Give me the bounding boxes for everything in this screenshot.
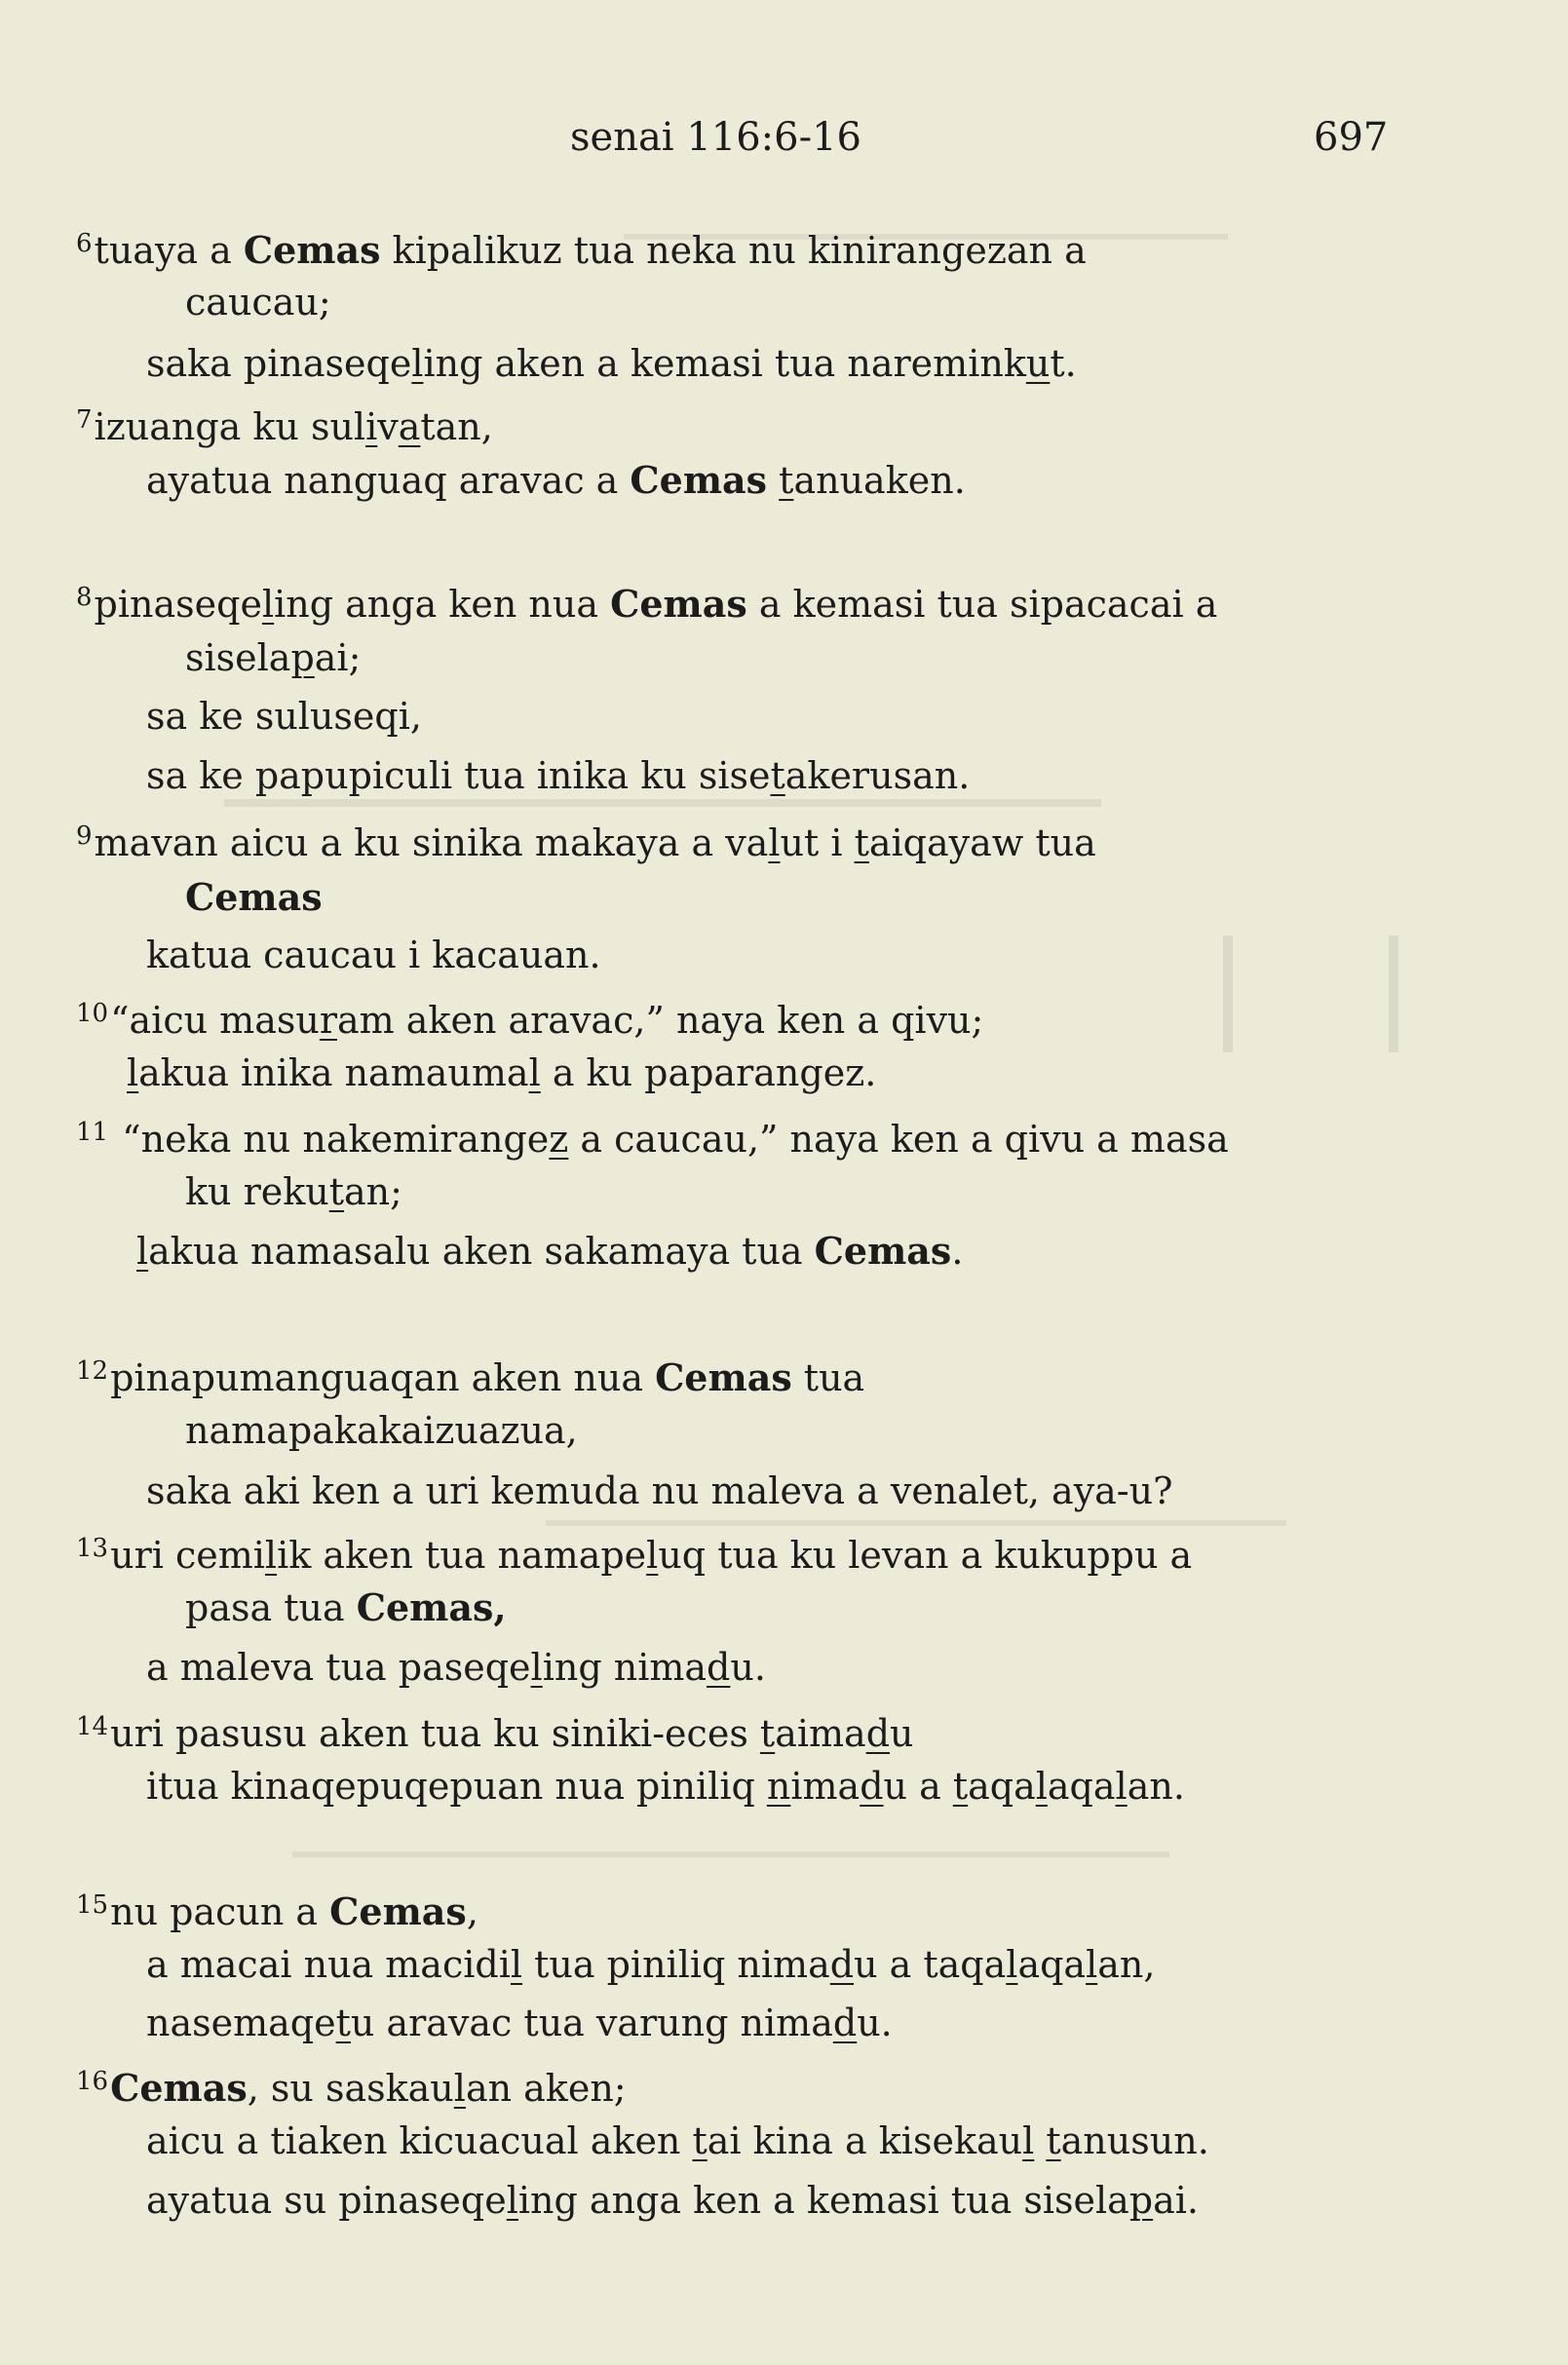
verse-line [146, 1764, 1185, 1811]
underlined-letter: d [860, 1765, 884, 1808]
verse-line [146, 1645, 766, 1692]
verse-number: 9 [76, 821, 93, 851]
verse-text: saka aki ken a uri kemuda nu maleva a venalet, aya-u? [146, 1469, 1173, 1512]
underlined-letter: l [1006, 1943, 1018, 1986]
verse-text: u aravac tua varung nima [350, 2002, 833, 2044]
bleed-through-chapter-mark [1223, 935, 1398, 1052]
verse-number: 6 [76, 229, 93, 258]
verse-text: u a taqa [854, 1943, 1007, 1986]
underlined-letter: l [1115, 1765, 1128, 1808]
verse-text: aqa [1017, 1943, 1087, 1986]
verse-text: sisela [185, 636, 291, 679]
underlined-letter: d [829, 1943, 855, 1986]
verse-number: 10 [76, 999, 109, 1028]
verse-line [146, 1469, 1173, 1515]
verse-text: katua caucau i kacauan. [146, 934, 601, 976]
underlined-letter: l [127, 1051, 139, 1094]
verse-line [185, 280, 331, 326]
verse-text: nu pacun a [110, 1890, 330, 1933]
page-number: 697 [1314, 115, 1389, 160]
divine-name: Cemas [655, 1355, 792, 1399]
verse-text: tan, [420, 405, 493, 448]
verse-text: ing anga ken a kemasi tua sisela [517, 2179, 1129, 2222]
verse-text: ai. [1153, 2179, 1199, 2222]
verse-text: ai kina a kisekau [707, 2119, 1023, 2162]
verse-text: v [377, 405, 399, 448]
verse-text: izuanga ku sul [94, 405, 366, 448]
verse-text: u [890, 1712, 914, 1755]
verse-text: an. [1127, 1765, 1185, 1808]
underlined-letter: l [530, 1646, 543, 1689]
verse-text: u. [857, 2002, 893, 2044]
verse-text [767, 459, 779, 502]
chapter-verse-reference: senai 116:6-16 [570, 115, 862, 160]
verse-text: tuaya a [94, 229, 244, 272]
verse-line [146, 2178, 1199, 2225]
underlined-letter: l [528, 1051, 541, 1094]
verse-text: u a [883, 1765, 953, 1808]
verse-text: sa ke suluseqi, [146, 695, 422, 738]
verse-text: “neka nu nakemirange [110, 1118, 550, 1161]
underlined-letter: d [707, 1646, 731, 1689]
underlined-letter: t [1046, 2119, 1061, 2162]
underlined-letter: r [319, 999, 337, 1042]
underlined-letter: z [549, 1118, 569, 1161]
verse-text: akerusan. [784, 754, 971, 797]
verse-text: a caucau,” naya ken a qivu a masa [568, 1118, 1229, 1161]
verse-text: a kemasi tua sipacacai a [746, 583, 1218, 626]
underlined-letter: l [510, 1943, 523, 1986]
divine-name: Cemas [814, 1229, 952, 1273]
underlined-letter: n [766, 1765, 791, 1808]
underlined-letter: l [768, 821, 781, 864]
verse-text: uq tua ku levan a kukuppu a [658, 1534, 1193, 1577]
verse-text: an, [1097, 1943, 1156, 1986]
underlined-letter: l [411, 342, 424, 385]
underlined-letter: p [290, 636, 315, 679]
verse-text: ku reku [185, 1170, 329, 1213]
verse-line [76, 814, 1096, 864]
verse-number: 15 [76, 1890, 109, 1920]
verse-line [146, 933, 601, 979]
verse-line [185, 1169, 402, 1216]
verse-text: ing nima [542, 1646, 708, 1689]
verse-text: u. [730, 1646, 766, 1689]
underlined-letter: t [692, 2119, 708, 2162]
verse-line [146, 1942, 1155, 1989]
verse-text: aiqayaw tua [868, 821, 1096, 864]
divine-name: Cemas [329, 1889, 467, 1933]
verse-text: an; [344, 1170, 402, 1213]
underlined-letter: u [1025, 342, 1051, 385]
underlined-letter: l [261, 583, 275, 626]
verse-text: t. [1050, 342, 1077, 385]
verse-text: , su saskau [247, 2067, 454, 2110]
verse-text: ayatua su pinaseqe [146, 2179, 507, 2222]
underlined-letter: t [854, 821, 869, 864]
verse-line [185, 1585, 507, 1632]
verse-text: tua [791, 1356, 865, 1399]
verse-number: 13 [76, 1534, 109, 1563]
divine-name: Cemas, [356, 1585, 507, 1629]
verse-line [146, 2118, 1209, 2165]
verse-text: a maleva tua paseqe [146, 1646, 531, 1689]
bleed-through-line-mark [292, 1851, 1169, 1857]
underlined-letter: a [398, 405, 421, 448]
verse-line [76, 221, 1087, 272]
verse-text: itua kinaqepuqepuan nua piniliq [146, 1765, 767, 1808]
verse-number: 16 [76, 2067, 109, 2096]
divine-name: Cemas [110, 2066, 248, 2110]
underlined-letter: l [1035, 1765, 1048, 1808]
verse-text: pinapumanguaqan aken nua [110, 1356, 656, 1399]
verse-text: tua piniliq nima [522, 1943, 830, 1986]
verse-text: mavan aicu a ku sinika makaya a va [94, 821, 769, 864]
verse-text: nasemaqe [146, 2002, 336, 2044]
verse-text: sa ke papupiculi tua inika ku sise [146, 754, 771, 797]
verse-line [146, 2001, 893, 2047]
verse-line [76, 1883, 478, 1933]
verse-text: am aken aravac,” naya ken a qivu; [337, 999, 984, 1042]
verse-text: akua namasalu aken sakamaya tua [148, 1230, 815, 1273]
underlined-letter: t [328, 1170, 345, 1213]
verse-line [76, 575, 1218, 626]
verse-text: anusun. [1060, 2119, 1209, 2162]
underlined-letter: t [335, 2002, 351, 2044]
verse-text: pasa tua [185, 1586, 357, 1629]
verse-line [185, 635, 361, 682]
divine-name: Cemas [630, 458, 768, 502]
verse-line [76, 1526, 1193, 1577]
verse-text: aima [775, 1712, 866, 1755]
verse-text: , [466, 1890, 478, 1933]
verse-text: uri pasusu aken tua ku siniki-eces [110, 1712, 760, 1755]
verse-line [76, 991, 984, 1042]
verse-text [1034, 2119, 1046, 2162]
verse-line [76, 1349, 865, 1399]
verse-number: 11 [76, 1118, 109, 1147]
verse-text: ai; [314, 636, 362, 679]
verse-text: ing aken a kemasi tua naremink [423, 342, 1026, 385]
underlined-letter: t [770, 754, 785, 797]
verse-text: aqa [1047, 1765, 1116, 1808]
verse-text: namapakakaizuazua, [185, 1409, 578, 1452]
verse-text: akua inika namauma [138, 1051, 529, 1094]
verse-text: a macai nua macidi [146, 1943, 511, 1986]
underlined-letter: l [1022, 2119, 1035, 2162]
underlined-letter: i [365, 405, 378, 448]
verse-text: ik aken tua namape [277, 1534, 647, 1577]
verse-text: “aicu masu [110, 999, 320, 1042]
verse-text: saka pinaseqe [146, 342, 412, 385]
verse-text: a ku paparangez. [540, 1051, 877, 1094]
verse-text: ima [790, 1765, 860, 1808]
verse-text: ut i [780, 821, 855, 864]
running-header [0, 115, 1568, 183]
underlined-letter: d [832, 2002, 858, 2044]
verse-text: aqa [968, 1765, 1036, 1808]
divine-name: Cemas [185, 875, 323, 919]
underlined-letter: t [952, 1765, 969, 1808]
verse-text: . [951, 1230, 964, 1273]
underlined-letter: l [453, 2067, 466, 2110]
verse-number: 8 [76, 583, 93, 612]
verse-line [76, 1704, 914, 1755]
verse-line [146, 341, 1077, 388]
verse-text: pinaseqe [94, 583, 262, 626]
verse-line [185, 1408, 578, 1455]
verse-line [146, 753, 970, 800]
underlined-letter: l [506, 2179, 518, 2222]
verse-line [185, 875, 323, 922]
underlined-letter: p [1128, 2179, 1154, 2222]
verse-line [76, 2059, 627, 2110]
verse-number: 14 [76, 1712, 109, 1741]
verse-line [146, 694, 422, 741]
verse-text: ayatua nanguaq aravac a [146, 459, 631, 502]
verse-line [76, 1110, 1229, 1161]
verse-text: aicu a tiaken kicuacual aken [146, 2119, 693, 2162]
verse-line [76, 398, 493, 448]
divine-name: Cemas [610, 582, 747, 626]
bleed-through-heading-mark [224, 799, 1101, 807]
underlined-letter: t [759, 1712, 776, 1755]
underlined-letter: l [646, 1534, 659, 1577]
verse-line [146, 458, 966, 505]
verse-text: kipalikuz tua neka nu kinirangezan a [380, 229, 1087, 272]
verse-number: 12 [76, 1356, 109, 1386]
verse-text: caucau; [185, 281, 331, 324]
verse-line [136, 1229, 963, 1276]
underlined-letter: d [865, 1712, 891, 1755]
divine-name: Cemas [243, 228, 381, 272]
verse-number: 7 [76, 405, 93, 435]
verse-line [127, 1050, 876, 1097]
underlined-letter: t [779, 459, 794, 502]
underlined-letter: l [1086, 1943, 1098, 1986]
verse-text: an aken; [465, 2067, 627, 2110]
underlined-letter: l [136, 1230, 149, 1273]
verse-text: anuaken. [793, 459, 966, 502]
verse-text: uri cemi [110, 1534, 265, 1577]
verse-text: ing anga ken nua [274, 583, 611, 626]
underlined-letter: l [264, 1534, 278, 1577]
